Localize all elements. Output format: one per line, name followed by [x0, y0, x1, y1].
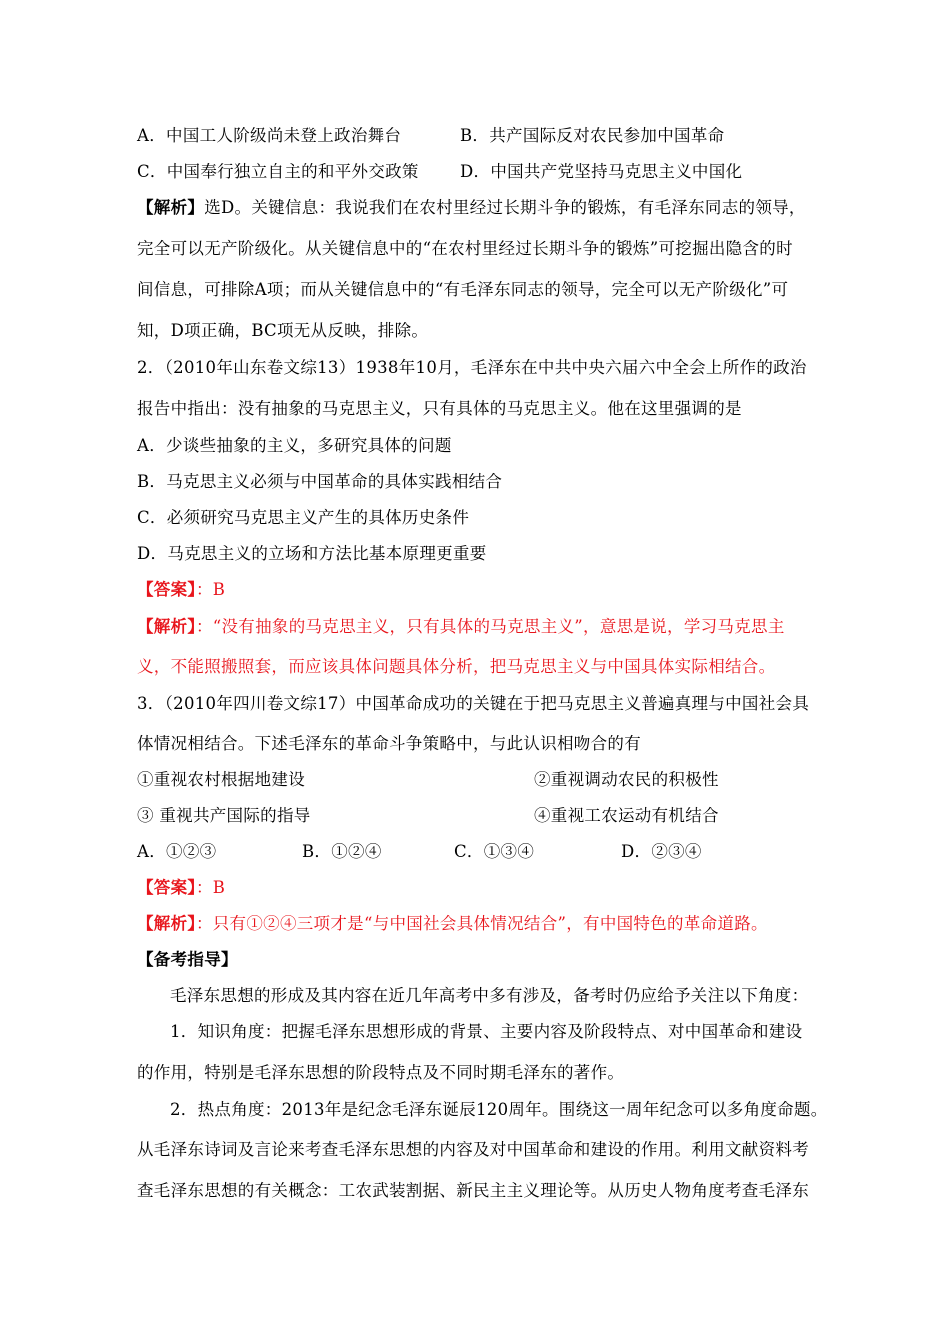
q1-analysis-line-4: 知，D项正确，BC项无从反映，排除。: [137, 321, 429, 340]
q3-answer-label: 【答案】: [137, 878, 196, 897]
guide-line-1: 毛泽东思想的形成及其内容在近几年高考中多有涉及，备考时仍应给予关注以下角度：: [170, 986, 809, 1005]
q2-answer-label: 【答案】: [137, 580, 196, 599]
q1-option-d: D．中国共产党坚持马克思主义中国化: [460, 162, 743, 181]
q2-analysis-label: 【解析】: [137, 617, 196, 636]
q1-analysis-line-3: 间信息，可排除A项；而从关键信息中的“有毛泽东同志的领导，完全可以无产阶级化”可: [137, 280, 789, 299]
q1-option-b: B．共产国际反对农民参加中国革命: [460, 126, 725, 145]
guide-line-4: 2．热点角度：2013年是纪念毛泽东诞辰120周年。围绕这一周年纪念可以多角度命题。: [170, 1100, 828, 1119]
q3-analysis: [137, 913, 768, 935]
guide-line-3: 的作用，特别是毛泽东思想的阶段特点及不同时期毛泽东的著作。: [137, 1063, 625, 1082]
q1-analysis-line-2: 完全可以无产阶级化。从关键信息中的“在农村里经过长期斗争的锻炼”可挖掘出隐含的时: [137, 239, 793, 258]
q2-option-a: A．少谈些抽象的主义，多研究具体的问题: [137, 436, 452, 455]
q2-stem-line-1: 2．（2010年山东卷文综13）1938年10月，毛泽东在中共中央六届六中全会上所作的政治: [137, 358, 807, 377]
q3-analysis-text: ：只有①②④三项才是“与中国社会具体情况结合”，有中国特色的革命道路。: [195, 914, 768, 933]
guide-line-6: 查毛泽东思想的有关概念：工农武装割据、新民主主义理论等。从历史人物角度考查毛泽东: [137, 1181, 809, 1200]
q2-stem-line-2: 报告中指出：没有抽象的马克思主义，只有具体的马克思主义。他在这里强调的是: [137, 399, 742, 418]
q2-analysis-text: ：“没有抽象的马克思主义，只有具体的马克思主义”，意思是说，学习马克思主: [195, 617, 785, 636]
q2-analysis-line-1: [137, 616, 785, 638]
q3-item-3: ③ 重视共产国际的指导: [137, 806, 311, 825]
q2-analysis-line-2: 义，不能照搬照套，而应该具体问题具体分析，把马克思主义与中国具体实际相结合。: [137, 657, 776, 676]
q2-option-d: D．马克思主义的立场和方法比基本原理更重要: [137, 544, 487, 563]
guide-line-5: 从毛泽东诗词及言论来考查毛泽东思想的内容及对中国革命和建设的作用。利用文献资料考: [137, 1140, 809, 1159]
q2-answer-value: ：B: [195, 580, 226, 599]
q1-analysis-label: 【解析】: [137, 198, 205, 217]
q1-option-a: A．中国工人阶级尚未登上政治舞台: [137, 126, 402, 145]
q3-item-4: ④重视工农运动有机结合: [534, 806, 719, 825]
q3-stem-line-2: 体情况相结合。下述毛泽东的革命斗争策略中，与此认识相吻合的有: [137, 734, 641, 753]
q3-option-c: C．①③④: [454, 842, 535, 861]
q3-option-b: B．①②④: [302, 842, 382, 861]
guide-line-2: 1．知识角度：把握毛泽东思想形成的背景、主要内容及阶段特点、对中国革命和建设: [170, 1022, 803, 1041]
guide-heading: 【备考指导】: [137, 950, 238, 969]
q3-option-a: A．①②③: [137, 842, 217, 861]
q2-option-c: C．必须研究马克思主义产生的具体历史条件: [137, 508, 470, 527]
q3-answer-value: ：B: [195, 878, 226, 897]
q1-analysis-line-1: [137, 197, 806, 219]
q1-option-c: C．中国奉行独立自主的和平外交政策: [137, 162, 419, 181]
q3-item-2: ②重视调动农民的积极性: [534, 770, 719, 789]
q3-analysis-label: 【解析】: [137, 914, 196, 933]
q2-answer: [137, 579, 225, 601]
q3-answer: [137, 877, 225, 899]
q3-item-1: ①重视农村根据地建设: [137, 770, 305, 789]
q3-option-d: D．②③④: [621, 842, 702, 861]
q1-analysis-text: 选D。关键信息：我说我们在农村里经过长期斗争的锻炼，有毛泽东同志的领导，: [204, 198, 806, 217]
q3-stem-line-1: 3．（2010年四川卷文综17）中国革命成功的关键在于把马克思主义普遍真理与中国社会具: [137, 694, 810, 713]
q2-option-b: B．马克思主义必须与中国革命的具体实践相结合: [137, 472, 503, 491]
